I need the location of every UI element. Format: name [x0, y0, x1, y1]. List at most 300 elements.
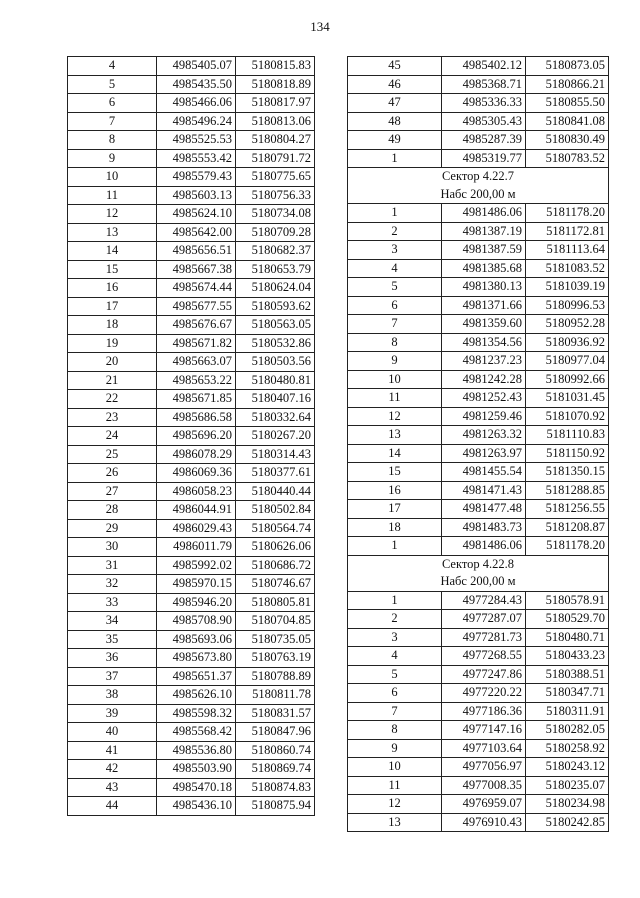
coordinate-y: 5180282.05	[526, 721, 609, 740]
coordinate-x: 4981242.28	[442, 370, 526, 389]
point-number: 10	[348, 370, 442, 389]
left-table-body	[68, 57, 315, 816]
table-row	[348, 795, 609, 814]
point-number: 46	[348, 75, 442, 94]
coordinate-x: 4985696.20	[157, 427, 236, 446]
table-row	[68, 741, 315, 760]
coordinate-y: 5180783.52	[526, 149, 609, 168]
coordinate-y: 5180775.65	[236, 168, 315, 187]
coordinate-x: 4985674.44	[157, 279, 236, 298]
point-number: 11	[348, 389, 442, 408]
point-number: 15	[348, 463, 442, 482]
coordinate-y: 5180804.27	[236, 131, 315, 150]
point-number: 43	[68, 778, 157, 797]
sector-header-row	[348, 555, 609, 591]
table-row	[348, 739, 609, 758]
coordinate-x: 4977056.97	[442, 758, 526, 777]
table-row	[348, 389, 609, 408]
coordinate-y: 5180311.91	[526, 702, 609, 721]
point-number: 40	[68, 723, 157, 742]
coordinate-y: 5180992.66	[526, 370, 609, 389]
point-number: 7	[68, 112, 157, 131]
point-number: 17	[68, 297, 157, 316]
table-row	[348, 57, 609, 76]
coordinate-y: 5180841.08	[526, 112, 609, 131]
coordinate-y: 5180480.81	[236, 371, 315, 390]
coordinate-y: 5181039.19	[526, 278, 609, 297]
coordinate-y: 5180235.07	[526, 776, 609, 795]
point-number: 47	[348, 94, 442, 113]
coordinate-y: 5180866.21	[526, 75, 609, 94]
table-row	[68, 797, 315, 816]
coordinate-y: 5180593.62	[236, 297, 315, 316]
coordinate-y: 5181110.83	[526, 426, 609, 445]
coordinate-x: 4981486.06	[442, 204, 526, 223]
point-number: 1	[348, 591, 442, 610]
coordinate-x: 4985651.37	[157, 667, 236, 686]
coordinate-x: 4985676.67	[157, 316, 236, 335]
coordinate-x: 4977281.73	[442, 628, 526, 647]
coordinate-x: 4985368.71	[442, 75, 526, 94]
point-number: 2	[348, 610, 442, 629]
table-row	[348, 702, 609, 721]
coordinate-x: 4985470.18	[157, 778, 236, 797]
point-number: 37	[68, 667, 157, 686]
coordinate-y: 5180502.84	[236, 501, 315, 520]
coordinate-x: 4977008.35	[442, 776, 526, 795]
table-row	[348, 758, 609, 777]
point-number: 6	[348, 684, 442, 703]
table-row	[68, 260, 315, 279]
table-row	[68, 353, 315, 372]
coordinate-x: 4977247.86	[442, 665, 526, 684]
point-number: 29	[68, 519, 157, 538]
point-number: 1	[348, 537, 442, 556]
coordinate-x: 4985598.32	[157, 704, 236, 723]
coordinate-x: 4985287.39	[442, 131, 526, 150]
coordinate-y: 5180480.71	[526, 628, 609, 647]
coordinate-x: 4985946.20	[157, 593, 236, 612]
table-row	[68, 297, 315, 316]
sector-title: Сектор 4.22.7	[441, 169, 515, 183]
coordinate-y: 5180433.23	[526, 647, 609, 666]
coordinate-y: 5180817.97	[236, 94, 315, 113]
coordinate-y: 5180529.70	[526, 610, 609, 629]
coordinate-x: 4985496.24	[157, 112, 236, 131]
point-number: 13	[348, 426, 442, 445]
coordinate-x: 4981259.46	[442, 407, 526, 426]
point-number: 2	[348, 222, 442, 241]
table-row	[68, 371, 315, 390]
coordinate-x: 4985624.10	[157, 205, 236, 224]
coordinate-x: 4985436.10	[157, 797, 236, 816]
point-number: 12	[348, 795, 442, 814]
coordinate-x: 4985626.10	[157, 686, 236, 705]
coordinate-x: 4985677.55	[157, 297, 236, 316]
coordinate-y: 5180811.78	[236, 686, 315, 705]
table-row	[348, 776, 609, 795]
table-row	[348, 628, 609, 647]
table-row	[348, 241, 609, 260]
coordinate-x: 4977147.16	[442, 721, 526, 740]
table-row	[68, 612, 315, 631]
coordinate-y: 5180532.86	[236, 334, 315, 353]
coordinate-y: 5180874.83	[236, 778, 315, 797]
table-row	[348, 259, 609, 278]
point-number: 16	[68, 279, 157, 298]
point-number: 21	[68, 371, 157, 390]
point-number: 14	[348, 444, 442, 463]
coordinate-x: 4981477.48	[442, 500, 526, 519]
table-row	[68, 686, 315, 705]
coordinate-y: 5180564.74	[236, 519, 315, 538]
coordinate-y: 5180626.06	[236, 538, 315, 557]
table-row	[68, 334, 315, 353]
coordinate-y: 5180847.96	[236, 723, 315, 742]
point-number: 5	[68, 75, 157, 94]
coordinate-x: 4985671.82	[157, 334, 236, 353]
point-number: 18	[348, 518, 442, 537]
coordinate-x: 4976959.07	[442, 795, 526, 814]
table-row	[68, 131, 315, 150]
coordinate-y: 5181031.45	[526, 389, 609, 408]
table-row	[68, 630, 315, 649]
table-row	[68, 501, 315, 520]
coordinate-y: 5180314.43	[236, 445, 315, 464]
point-number: 12	[68, 205, 157, 224]
coordinate-y: 5180815.83	[236, 57, 315, 76]
right-table-body	[348, 57, 609, 832]
point-number: 9	[68, 149, 157, 168]
coordinate-x: 4985693.06	[157, 630, 236, 649]
coordinate-y: 5180788.89	[236, 667, 315, 686]
sector-height: Набс 200,00 м	[440, 186, 516, 201]
point-number: 13	[68, 223, 157, 242]
coordinate-x: 4977287.07	[442, 610, 526, 629]
coordinate-x: 4981237.23	[442, 352, 526, 371]
table-row	[348, 537, 609, 556]
coordinate-x: 4985992.02	[157, 556, 236, 575]
point-number: 31	[68, 556, 157, 575]
coordinate-x: 4985653.22	[157, 371, 236, 390]
coordinate-y: 5180855.50	[526, 94, 609, 113]
coordinate-y: 5181208.87	[526, 518, 609, 537]
coordinate-x: 4977268.55	[442, 647, 526, 666]
coordinate-x: 4985536.80	[157, 741, 236, 760]
point-number: 39	[68, 704, 157, 723]
coordinate-x: 4985642.00	[157, 223, 236, 242]
coordinate-x: 4981380.13	[442, 278, 526, 297]
coordinate-y: 5180234.98	[526, 795, 609, 814]
table-row	[348, 444, 609, 463]
table-row	[68, 667, 315, 686]
coordinate-y: 5180347.71	[526, 684, 609, 703]
coordinate-x: 4981252.43	[442, 389, 526, 408]
coordinate-x: 4985663.07	[157, 353, 236, 372]
table-row	[68, 57, 315, 76]
table-row	[348, 665, 609, 684]
coordinate-y: 5180624.04	[236, 279, 315, 298]
coordinate-x: 4985686.58	[157, 408, 236, 427]
coordinate-x: 4985671.85	[157, 390, 236, 409]
point-number: 13	[348, 813, 442, 832]
coordinate-x: 4985579.43	[157, 168, 236, 187]
coordinate-x: 4986011.79	[157, 538, 236, 557]
coordinate-x: 4985667.38	[157, 260, 236, 279]
table-row	[68, 482, 315, 501]
point-number: 32	[68, 575, 157, 594]
point-number: 44	[68, 797, 157, 816]
coordinate-y: 5180996.53	[526, 296, 609, 315]
coordinate-y: 5180440.44	[236, 482, 315, 501]
point-number: 49	[348, 131, 442, 150]
table-row	[348, 352, 609, 371]
coordinate-x: 4985568.42	[157, 723, 236, 742]
point-number: 8	[68, 131, 157, 150]
table-row	[348, 426, 609, 445]
point-number: 30	[68, 538, 157, 557]
coordinate-x: 4981263.97	[442, 444, 526, 463]
coordinate-y: 5181172.81	[526, 222, 609, 241]
coordinate-x: 4981483.73	[442, 518, 526, 537]
table-row	[348, 591, 609, 610]
table-row	[348, 278, 609, 297]
point-number: 8	[348, 333, 442, 352]
table-row	[348, 370, 609, 389]
point-number: 8	[348, 721, 442, 740]
point-number: 25	[68, 445, 157, 464]
table-row	[68, 445, 315, 464]
point-number: 10	[68, 168, 157, 187]
coordinate-x: 4985656.51	[157, 242, 236, 261]
table-row	[348, 112, 609, 131]
table-row	[348, 222, 609, 241]
coordinate-y: 5180682.37	[236, 242, 315, 261]
table-row	[68, 464, 315, 483]
point-number: 7	[348, 702, 442, 721]
coordinate-y: 5180805.81	[236, 593, 315, 612]
point-number: 33	[68, 593, 157, 612]
point-number: 14	[68, 242, 157, 261]
coordinate-x: 4977220.22	[442, 684, 526, 703]
coordinate-x: 4981387.19	[442, 222, 526, 241]
coordinate-x: 4985525.53	[157, 131, 236, 150]
sector-height: Набс 200,00 м	[440, 574, 516, 588]
point-number: 12	[348, 407, 442, 426]
table-row	[68, 408, 315, 427]
coordinate-y: 5180258.92	[526, 739, 609, 758]
table-row	[68, 723, 315, 742]
coordinate-y: 5180875.94	[236, 797, 315, 816]
coordinate-y: 5180388.51	[526, 665, 609, 684]
coordinate-y: 5181256.55	[526, 500, 609, 519]
coordinate-y: 5180686.72	[236, 556, 315, 575]
table-row	[68, 593, 315, 612]
coordinate-y: 5180243.12	[526, 758, 609, 777]
point-number: 23	[68, 408, 157, 427]
point-number: 1	[348, 149, 442, 168]
coordinate-y: 5180936.92	[526, 333, 609, 352]
coordinate-y: 5181178.20	[526, 204, 609, 223]
point-number: 11	[68, 186, 157, 205]
sector-title: Сектор 4.22.8	[441, 556, 515, 571]
table-row	[68, 75, 315, 94]
table-row	[68, 112, 315, 131]
sector-header	[348, 168, 609, 204]
coordinate-y: 5181083.52	[526, 259, 609, 278]
coordinate-y: 5180332.64	[236, 408, 315, 427]
coordinate-y: 5180653.79	[236, 260, 315, 279]
coordinate-x: 4985503.90	[157, 760, 236, 779]
coordinate-y: 5180267.20	[236, 427, 315, 446]
coordinate-x: 4985336.33	[442, 94, 526, 113]
table-row	[68, 223, 315, 242]
point-number: 45	[348, 57, 442, 76]
point-number: 38	[68, 686, 157, 705]
coordinate-x: 4985435.50	[157, 75, 236, 94]
coordinate-x: 4985708.90	[157, 612, 236, 631]
table-row	[68, 242, 315, 261]
table-row	[348, 463, 609, 482]
point-number: 28	[68, 501, 157, 520]
point-number: 22	[68, 390, 157, 409]
coordinate-x: 4981385.68	[442, 259, 526, 278]
coordinate-y: 5180377.61	[236, 464, 315, 483]
table-row	[68, 575, 315, 594]
point-number: 26	[68, 464, 157, 483]
coordinate-x: 4986058.23	[157, 482, 236, 501]
coordinate-y: 5180813.06	[236, 112, 315, 131]
table-row	[68, 649, 315, 668]
table-row	[68, 390, 315, 409]
table-row	[348, 94, 609, 113]
table-row	[68, 186, 315, 205]
table-row	[348, 315, 609, 334]
point-number: 41	[68, 741, 157, 760]
coordinate-y: 5180746.67	[236, 575, 315, 594]
table-row	[68, 760, 315, 779]
point-number: 48	[348, 112, 442, 131]
table-row	[348, 813, 609, 832]
coordinate-x: 4981471.43	[442, 481, 526, 500]
point-number: 4	[68, 57, 157, 76]
coordinate-x: 4981359.60	[442, 315, 526, 334]
table-row	[348, 149, 609, 168]
coordinate-x: 4985319.77	[442, 149, 526, 168]
coordinate-y: 5180873.05	[526, 57, 609, 76]
coordinate-y: 5180578.91	[526, 591, 609, 610]
table-row	[348, 721, 609, 740]
point-number: 4	[348, 647, 442, 666]
coordinates-table-right	[347, 56, 609, 832]
point-number: 11	[348, 776, 442, 795]
coordinate-x: 4981486.06	[442, 537, 526, 556]
table-row	[68, 279, 315, 298]
table-row	[348, 75, 609, 94]
table-row	[348, 407, 609, 426]
coordinate-y: 5180242.85	[526, 813, 609, 832]
coordinate-y: 5180818.89	[236, 75, 315, 94]
coordinate-y: 5180563.05	[236, 316, 315, 335]
coordinate-y: 5181350.15	[526, 463, 609, 482]
table-row	[68, 316, 315, 335]
point-number: 7	[348, 315, 442, 334]
point-number: 5	[348, 278, 442, 297]
coordinate-x: 4985553.42	[157, 149, 236, 168]
coordinate-x: 4981455.54	[442, 463, 526, 482]
table-row	[68, 556, 315, 575]
table-row	[68, 149, 315, 168]
coordinate-y: 5180734.08	[236, 205, 315, 224]
point-number: 34	[68, 612, 157, 631]
table-row	[68, 205, 315, 224]
coordinate-x: 4985466.06	[157, 94, 236, 113]
coordinate-y: 5180709.28	[236, 223, 315, 242]
table-row	[348, 518, 609, 537]
coordinate-x: 4977186.36	[442, 702, 526, 721]
coordinate-x: 4977103.64	[442, 739, 526, 758]
coordinate-x: 4985402.12	[442, 57, 526, 76]
coordinate-x: 4981263.32	[442, 426, 526, 445]
coordinate-y: 5180407.16	[236, 390, 315, 409]
coordinates-table-left	[67, 56, 315, 816]
point-number: 18	[68, 316, 157, 335]
point-number: 6	[348, 296, 442, 315]
table-row	[68, 704, 315, 723]
coordinate-y: 5181070.92	[526, 407, 609, 426]
point-number: 19	[68, 334, 157, 353]
point-number: 4	[348, 259, 442, 278]
table-row	[348, 647, 609, 666]
point-number: 35	[68, 630, 157, 649]
coordinate-y: 5180831.57	[236, 704, 315, 723]
point-number: 36	[68, 649, 157, 668]
coordinate-y: 5181288.85	[526, 481, 609, 500]
coordinate-y: 5180977.04	[526, 352, 609, 371]
coordinate-x: 4985673.80	[157, 649, 236, 668]
coordinate-x: 4986069.36	[157, 464, 236, 483]
table-row	[348, 610, 609, 629]
coordinate-x: 4986078.29	[157, 445, 236, 464]
coordinate-x: 4981371.66	[442, 296, 526, 315]
table-row	[348, 481, 609, 500]
point-number: 24	[68, 427, 157, 446]
point-number: 3	[348, 241, 442, 260]
table-row	[348, 296, 609, 315]
coordinate-x: 4981354.56	[442, 333, 526, 352]
point-number: 3	[348, 628, 442, 647]
point-number: 5	[348, 665, 442, 684]
coordinate-x: 4977284.43	[442, 591, 526, 610]
table-row	[68, 168, 315, 187]
table-row	[68, 94, 315, 113]
point-number: 16	[348, 481, 442, 500]
point-number: 10	[348, 758, 442, 777]
coordinate-x: 4986029.43	[157, 519, 236, 538]
page-number: 134	[310, 19, 330, 34]
point-number: 42	[68, 760, 157, 779]
point-number: 15	[68, 260, 157, 279]
point-number: 1	[348, 204, 442, 223]
table-row	[68, 778, 315, 797]
table-row	[68, 519, 315, 538]
coordinate-x: 4985970.15	[157, 575, 236, 594]
table-row	[348, 684, 609, 703]
coordinate-x: 4981387.59	[442, 241, 526, 260]
coordinate-y: 5181178.20	[526, 537, 609, 556]
coordinate-y: 5180756.33	[236, 186, 315, 205]
table-row	[348, 204, 609, 223]
